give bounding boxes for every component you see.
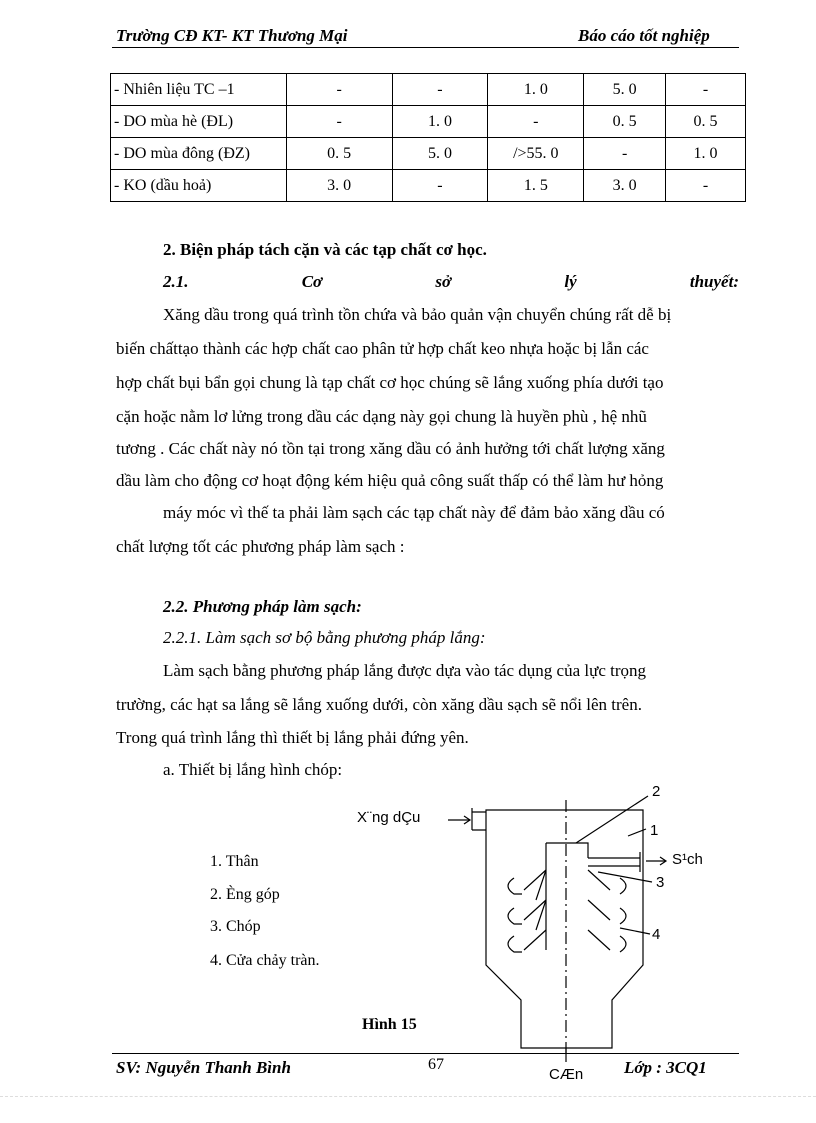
paragraph-line: dầu làm cho động cơ hoạt động kém hiệu quả công suất thấp có thể làm hư hỏng xyxy=(116,471,664,490)
legend-item: 1. Thân xyxy=(210,853,259,870)
footer-class: Lớp : 3CQ1 xyxy=(624,1058,707,1077)
table-cell: 1. 0 xyxy=(666,138,746,170)
swirl-arrow xyxy=(508,878,522,894)
legend-item: 2. Èng góp xyxy=(210,886,280,903)
collector-pipe xyxy=(546,843,588,950)
paragraph-line: biến chấttạo thành các hợp chất cao phân tử hợp chất keo nhựa hoặc bị lẫn các xyxy=(116,339,649,358)
swirl-arrow xyxy=(620,936,626,952)
subsection-2-2-1: 2.2.1. Làm sạch sơ bộ bằng phương pháp lắng: xyxy=(163,628,486,647)
swirl-arrow xyxy=(620,878,626,894)
table-cell: 3. 0 xyxy=(286,170,392,202)
page-number: 67 xyxy=(428,1056,444,1073)
table-cell-label: - DO mùa đông (ĐZ) xyxy=(111,138,287,170)
swirl-arrow xyxy=(508,908,522,924)
swirl-arrow xyxy=(620,908,626,924)
label-3: 3 xyxy=(656,874,665,891)
table-cell: - xyxy=(584,138,666,170)
paragraph-line: tương . Các chất này nó tồn tại trong xăng dầu có ảnh hưởng tới chất lượng xăng xyxy=(116,439,665,458)
label-4: 4 xyxy=(652,926,661,943)
tank-body xyxy=(486,810,643,1048)
cone-right xyxy=(588,870,610,950)
section-heading: 2. Biện pháp tách cặn và các tạp chất cơ học. xyxy=(163,240,487,259)
subsection-2-2: 2.2. Phương pháp làm sạch: xyxy=(163,597,362,616)
subsection-word: sở xyxy=(435,272,452,291)
table-cell: />55. 0 xyxy=(488,138,584,170)
table-cell: 3. 0 xyxy=(584,170,666,202)
table-cell: 0. 5 xyxy=(666,106,746,138)
subsection-word: lý xyxy=(564,272,577,291)
header-report-title: Báo cáo tốt nghiệp xyxy=(578,26,710,45)
paragraph-line: chất lượng tốt các phương pháp làm sạch : xyxy=(116,537,405,556)
leader-4 xyxy=(620,928,650,934)
paragraph-line: trường, các hạt sa lắng sẽ lắng xuống dưới, còn xăng dầu sạch sẽ nổi lên trên. xyxy=(116,695,642,714)
outlet-pipe xyxy=(588,852,640,872)
table-cell: - xyxy=(392,74,488,106)
page-break-line xyxy=(0,1096,816,1097)
table-cell-label: - DO mùa hè (ĐL) xyxy=(111,106,287,138)
subsection-word: thuyết: xyxy=(689,272,739,291)
cone-left xyxy=(524,870,546,950)
paragraph-line: Làm sạch bằng phương pháp lắng được dựa vào tác dụng của lực trọng xyxy=(163,661,646,680)
table-cell: - xyxy=(666,74,746,106)
swirl-arrow xyxy=(508,936,522,952)
footer-student: SV: Nguyễn Thanh Bình xyxy=(116,1058,291,1077)
table-cell: 0. 5 xyxy=(584,106,666,138)
table-cell: 5. 0 xyxy=(584,74,666,106)
outlet-label: S¹ch xyxy=(672,851,703,868)
table-cell-label: - Nhiên liệu TC –1 xyxy=(111,74,287,106)
sediment-label: CÆn xyxy=(549,1066,584,1083)
table-cell: 0. 5 xyxy=(286,138,392,170)
table-cell-label: - KO (dầu hoả) xyxy=(111,170,287,202)
table-cell: 1. 0 xyxy=(392,106,488,138)
header-school: Trường CĐ KT- KT Thương Mại xyxy=(116,26,348,45)
table-cell: 1. 5 xyxy=(488,170,584,202)
label-2: 2 xyxy=(652,783,661,800)
table-cell: - xyxy=(286,106,392,138)
subsection-number: 2.1. xyxy=(163,272,189,291)
inlet-label: X¨ng dÇu xyxy=(357,809,421,826)
legend-item: 4. Cửa chảy tràn. xyxy=(210,952,320,969)
paragraph-line: máy móc vì thế ta phải làm sạch các tạp chất này để đảm bảo xăng dầu có xyxy=(163,503,665,522)
leader-3 xyxy=(598,872,652,882)
paragraph-line: Trong quá trình lắng thì thiết bị lắng phải đứng yên. xyxy=(116,728,469,747)
table-cell: 1. 0 xyxy=(488,74,584,106)
table-cell: 5. 0 xyxy=(392,138,488,170)
paragraph-line: cặn hoặc nằm lơ lửng trong dầu các dạng này gọi chung là huyền phù , hệ nhũ xyxy=(116,407,647,426)
table-cell: - xyxy=(392,170,488,202)
leader-2 xyxy=(576,796,648,843)
label-1: 1 xyxy=(650,822,659,839)
subsection-word: Cơ xyxy=(301,272,323,291)
figure-caption: Hình 15 xyxy=(362,1016,417,1033)
table-cell: - xyxy=(488,106,584,138)
item-a: a. Thiết bị lắng hình chóp: xyxy=(163,760,343,779)
table-cell: - xyxy=(666,170,746,202)
paragraph-line: hợp chất bụi bẩn gọi chung là tạp chất cơ học chúng sẽ lắng xuống phía dưới tạo xyxy=(116,373,664,392)
paragraph-line: Xăng dầu trong quá trình tồn chứa và bảo quản vận chuyển chúng rất dễ bị xyxy=(163,305,672,324)
table-cell: - xyxy=(286,74,392,106)
footer-rule xyxy=(112,1053,739,1054)
legend-item: 3. Chóp xyxy=(210,918,261,935)
inlet-pipe xyxy=(472,808,486,830)
